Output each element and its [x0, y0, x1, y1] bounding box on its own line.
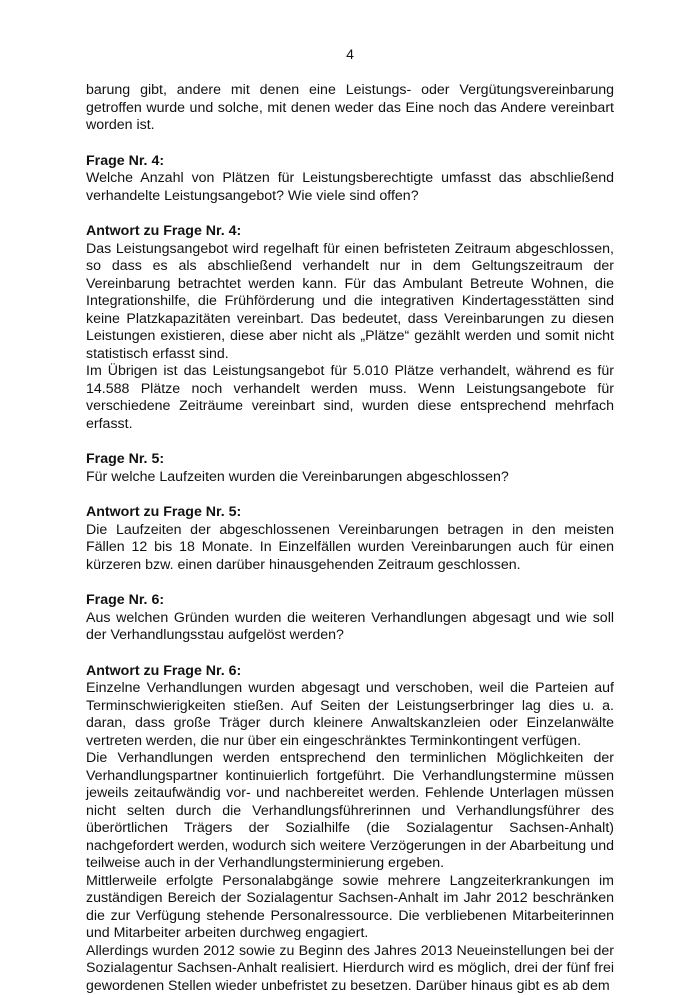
answer-5-block	[86, 504, 614, 574]
paragraph: Im Übrigen ist das Leistungsangebot für 5.010 Plätze verhandelt, während es für 14.588 Plätze noch verhandelt werden muss. Wenn Leistungsangebote für verschiedene Zeiträume vereinbart sind, wurden diese entsprechend mehrfach erfasst.	[86, 363, 614, 433]
paragraph: Einzelne Verhandlungen wurden abgesagt und verschoben, weil die Parteien auf Terminschwierigkeiten stießen. Auf Seiten der Leistungserbringer lag dies u. a. daran, dass große Träger durch kleinere Anwaltskanzleien oder Einzelanwälte vertreten werden, die nur über ein eingeschränktes Terminkontingent verfügen.	[86, 680, 614, 750]
paragraph: Die Laufzeiten der abgeschlossenen Vereinbarungen betragen in den meisten Fällen 12 bis 18 Monate. In Einzelfällen wurden Vereinbarungen auch für einen kürzeren bzw. einen darüber hinausgehenden Zeitraum geschlossen.	[86, 522, 614, 575]
paragraph: Allerdings wurden 2012 sowie zu Beginn des Jahres 2013 Neueinstellungen bei der Sozialagentur Sachsen-Anhalt realisiert. Hierdurch wird es möglich, drei der fünf frei gewordenen Stellen wieder unbefristet zu besetzen. Darüber hinaus gibt es ab dem	[86, 943, 614, 995]
paragraph: Aus welchen Gründen wurden die weiteren Verhandlungen abgesagt und wie soll der Verhandlungsstau aufgelöst werden?	[86, 610, 614, 645]
paragraph: barung gibt, andere mit denen eine Leistungs- oder Vergütungsvereinbarung getroffen wurde und solche, mit denen weder das Eine noch das Andere vereinbart worden ist.	[86, 82, 614, 135]
answer-4-block	[86, 223, 614, 433]
question-5-block	[86, 451, 614, 486]
question-4-heading: Frage Nr. 4:	[86, 153, 614, 171]
answer-5-heading: Antwort zu Frage Nr. 5:	[86, 504, 614, 522]
answer-6-heading: Antwort zu Frage Nr. 6:	[86, 663, 614, 681]
paragraph: Die Verhandlungen werden entsprechend den terminlichen Möglichkeiten der Verhandlungspartner kontinuierlich fortgeführt. Die Verhandlungstermine müssen jeweils zeitaufwändig vor- und nachbereitet werden. Fehlende Unterlagen müssen nicht selten durch die Verhandlungsführerinnen und Verhandlungsführer des überörtlichen Trägers der Sozialhilfe (die Sozialagentur Sachsen-Anhalt) nachgefordert werden, wodurch sich weitere Verzögerungen in der Abarbeitung und teilweise auch in der Verhandlungsterminierung ergeben.	[86, 750, 614, 873]
page-number: 4	[86, 46, 614, 62]
paragraph: Für welche Laufzeiten wurden die Vereinbarungen abgeschlossen?	[86, 469, 614, 487]
answer-6-block	[86, 663, 614, 995]
question-5-heading: Frage Nr. 5:	[86, 451, 614, 469]
continuation-block	[86, 82, 614, 135]
paragraph: Mittlerweile erfolgte Personalabgänge sowie mehrere Langzeiterkrankungen im zuständigen Bereich der Sozialagentur Sachsen-Anhalt im Jahr 2012 beschränken die zur Verfügung stehende Personalressource. Die verbliebenen Mitarbeiterinnen und Mitarbeiter arbeiten durchweg engagiert.	[86, 873, 614, 943]
paragraph: Welche Anzahl von Plätzen für Leistungsberechtigte umfasst das abschließend verhandelte Leistungsangebot? Wie viele sind offen?	[86, 170, 614, 205]
question-4-block	[86, 153, 614, 206]
question-6-heading: Frage Nr. 6:	[86, 592, 614, 610]
answer-4-heading: Antwort zu Frage Nr. 4:	[86, 223, 614, 241]
paragraph: Das Leistungsangebot wird regelhaft für einen befristeten Zeitraum abgeschlossen, so dass es als abschließend verhandelt nur in dem Geltungszeitraum der Vereinbarung betrachtet werden kann. Für das Ambulant Betreute Wohnen, die Integrationshilfe, die Frühförderung und die integrativen Kindertagesstätten sind keine Platzkapazitäten vereinbart. Das bedeutet, dass Vereinbarungen zu diesen Leistungen existieren, diese aber nicht als „Plätze“ gezählt werden und somit nicht statistisch erfasst sind.	[86, 241, 614, 364]
question-6-block	[86, 592, 614, 645]
